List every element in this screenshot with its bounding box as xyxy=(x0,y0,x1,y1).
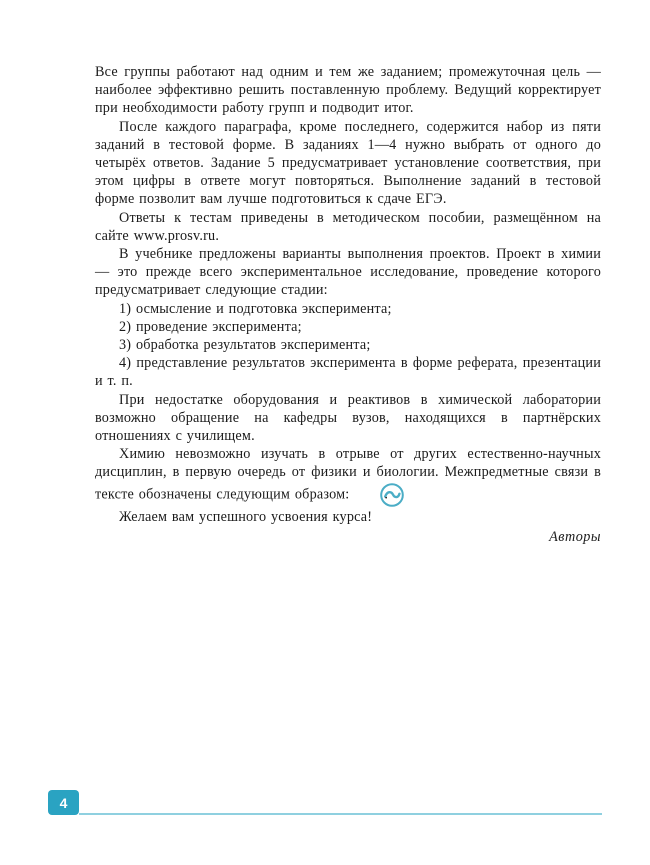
page-body xyxy=(95,63,601,546)
paragraph-text: Химию невозможно изучать в отрыве от других естественно-научных дисциплин, в первую очередь от физики и биологии. Межпредметные связи в тексте обозначены следующим образом: xyxy=(95,446,601,502)
paragraph: При недостатке оборудования и реактивов в химической лаборатории возможно обращение на кафедры вузов, находящихся в партнёрских отношениях с училищем. xyxy=(95,391,601,445)
page-number-badge: 4 xyxy=(48,790,79,815)
authors-signature: Авторы xyxy=(549,528,601,545)
footer-divider xyxy=(79,813,602,815)
paragraph: Желаем вам успешного усвоения курса! xyxy=(119,508,373,525)
paragraph-text: . xyxy=(384,485,389,502)
list-item: 3) обработка результатов эксперимента; xyxy=(119,337,371,354)
paragraph: Все группы работают над одним и тем же заданием; промежуточная цель — наиболее эффективно решить поставленную проблему. Ведущий корректирует при необходимости работу групп и подводит итог. xyxy=(95,64,601,117)
interdisciplinary-links-icon xyxy=(355,482,381,508)
list-item: 4) представление результатов эксперимента в форме реферата, презентации и т. п. xyxy=(95,355,601,390)
paragraph: Ответы к тестам приведены в методическом пособии, размещённом на сайте www.prosv.ru. xyxy=(95,209,601,244)
paragraph: После каждого параграфа, кроме последнего, содержится набор из пяти заданий в тестовой форме. В заданиях 1—4 нужно выбрать от одного до четырёх ответов. Задание 5 предусматривает установление соответствия, при этом цифры в ответе могут повторяться. Выполнение заданий в тестовой форме позволит вам лучше подготовиться к сдаче ЕГЭ. xyxy=(95,118,601,208)
paragraph xyxy=(95,445,601,507)
list-item: 1) осмысление и подготовка эксперимента; xyxy=(119,300,392,317)
paragraph: В учебнике предложены варианты выполнения проектов. Проект в химии — это прежде всего экспериментальное исследование, проведение которого предусматривает следующие стадии: xyxy=(95,246,601,299)
list-item: 2) проведение эксперимента; xyxy=(119,318,302,335)
